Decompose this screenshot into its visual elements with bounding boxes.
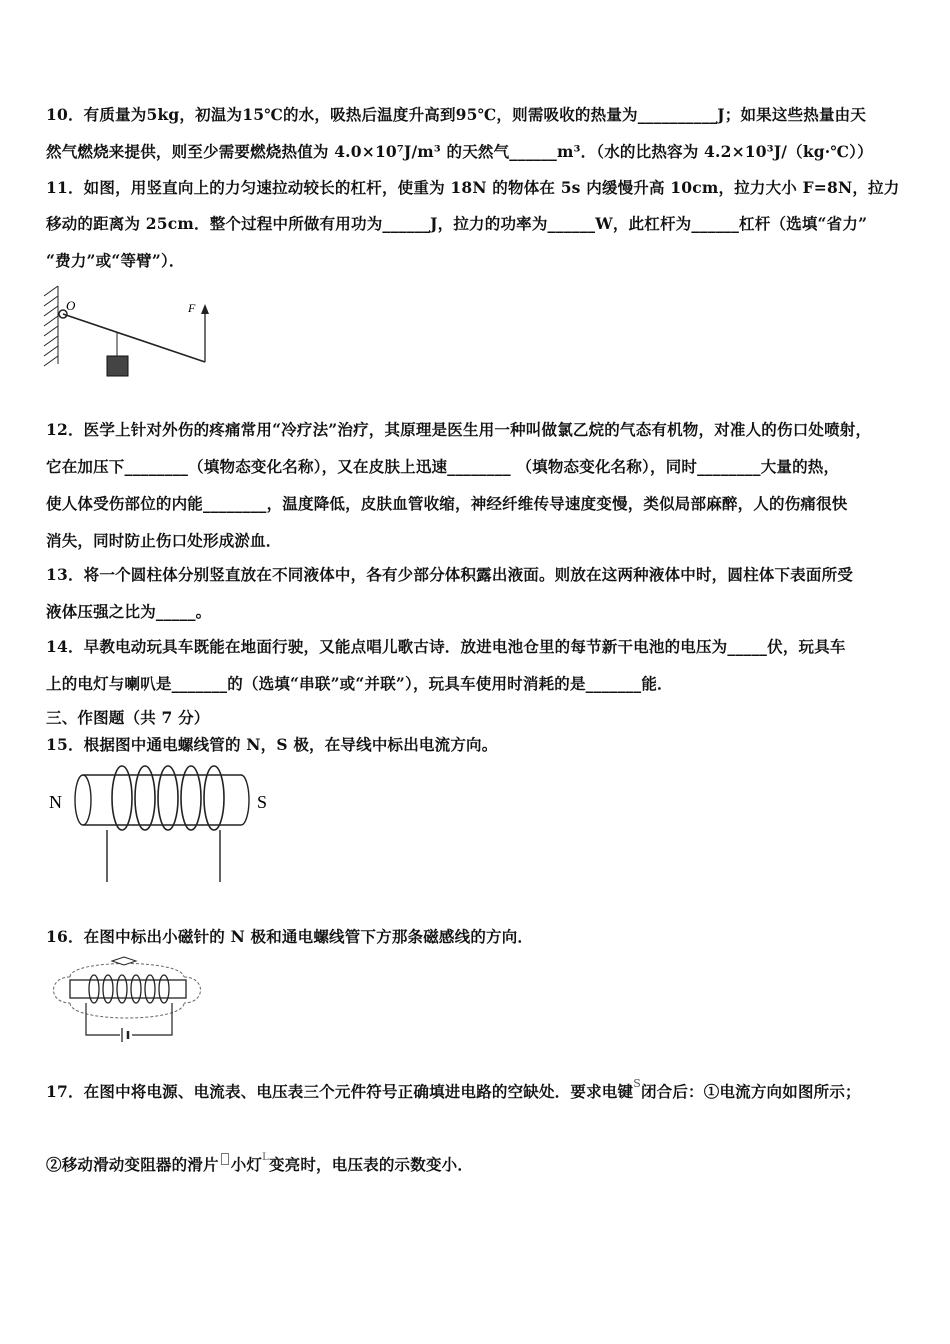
solenoid-figure	[45, 760, 285, 885]
q10-line-2: 然气燃烧来提供，则至少需要燃烧热值为 4.0×10⁷J/m³ 的天然气______m³．（水的比热容为 4.2×10³J/（kg·℃））	[46, 142, 873, 161]
switch-symbol-s: S	[633, 1076, 641, 1090]
lower-field-line	[70, 1003, 184, 1018]
q16-text: 16．在图中标出小磁针的 N 极和通电螺线管下方那条磁感线的方向．	[46, 927, 534, 946]
circuit-wire	[86, 1003, 172, 1035]
section-heading: 三、作图题（共 7 分）	[46, 708, 210, 727]
q12-line-3: 使人体受伤部位的内能________，温度降低，皮肤血管收缩，神经纤维传导速度变慢，类似局部麻醉，人的伤痛很快	[46, 494, 848, 513]
lever-bar	[63, 314, 205, 362]
label-s: S	[257, 792, 268, 812]
q12-line-4: 消失，同时防止伤口处形成淤血．	[46, 531, 282, 550]
q17-line-1-part-b: 闭合后：①电流方向如图所示；	[640, 1082, 861, 1101]
q17-line-2-part-a: ②移动滑动变阻器的滑片	[46, 1155, 219, 1174]
q17-line-1	[46, 1076, 861, 1102]
q13-line-1: 13．将一个圆柱体分别竖直放在不同液体中，各有少部分体积露出液面。则放在这两种液体中时，圆柱体下表面所受	[46, 565, 853, 584]
q14-line-1: 14．早教电动玩具车既能在地面行驶，又能点唱儿歌古诗．放进电池仓里的每节新干电池的电压为_____伏，玩具车	[46, 637, 846, 656]
q12-line-1: 12．医学上针对外伤的疼痛常用“冷疗法”治疗，其原理是医生用一种叫做氯乙烷的气态有机物，对准人的伤口处喷射，	[46, 420, 872, 439]
q10-line-1: 10．有质量为5kg，初温为15℃的水，吸热后温度升高到95℃，则需吸收的热量为__________J；如果这些热量由天	[46, 105, 867, 124]
label-o: O	[66, 298, 76, 313]
battery	[122, 1028, 128, 1042]
q17-line-2-part-b: 小灯	[230, 1155, 263, 1174]
q17-line-1-part-a: 17．在图中将电源、电流表、电压表三个元件符号正确填进电路的空缺处．要求电键	[46, 1082, 634, 1101]
label-f: F	[188, 301, 196, 315]
wall-hatching	[44, 286, 58, 366]
field-figure	[42, 955, 212, 1045]
q14-line-2: 上的电灯与喇叭是_______的（选填“串联”或“并联”），玩具车使用时消耗的是_______能．	[46, 674, 673, 693]
lever-figure	[40, 280, 220, 385]
q11-line-2: 移动的距离为 25cm．整个过程中所做有用功为______J，拉力的功率为______W，此杠杆为______杠杆（选填“省力”	[46, 214, 868, 233]
q11-line-3: “费力”或“等臂”）．	[46, 251, 185, 270]
slider-p-placeholder	[221, 1153, 229, 1165]
q11-line-1: 11．如图，用竖直向上的力匀速拉动较长的杠杆，使重为 18N 的物体在 5s 内缓慢升高 10cm，拉力大小 F=8N，拉力	[46, 178, 900, 197]
q17-line-2-part-c: 变亮时，电压表的示数变小．	[268, 1155, 474, 1174]
weight-block	[107, 356, 128, 376]
lamp-symbol-l: L	[262, 1151, 269, 1163]
q13-line-2: 液体压强之比为_____。	[46, 602, 212, 621]
q15-text: 15．根据图中通电螺线管的 N，S 极，在导线中标出电流方向。	[46, 735, 498, 754]
q12-line-2: 它在加压下________（填物态变化名称），又在皮肤上迅速________ （填物态变化名称），同时________大量的热，	[46, 457, 840, 476]
label-n: N	[49, 792, 62, 812]
q17-line-2	[46, 1153, 473, 1175]
force-arrow-head	[201, 304, 209, 314]
